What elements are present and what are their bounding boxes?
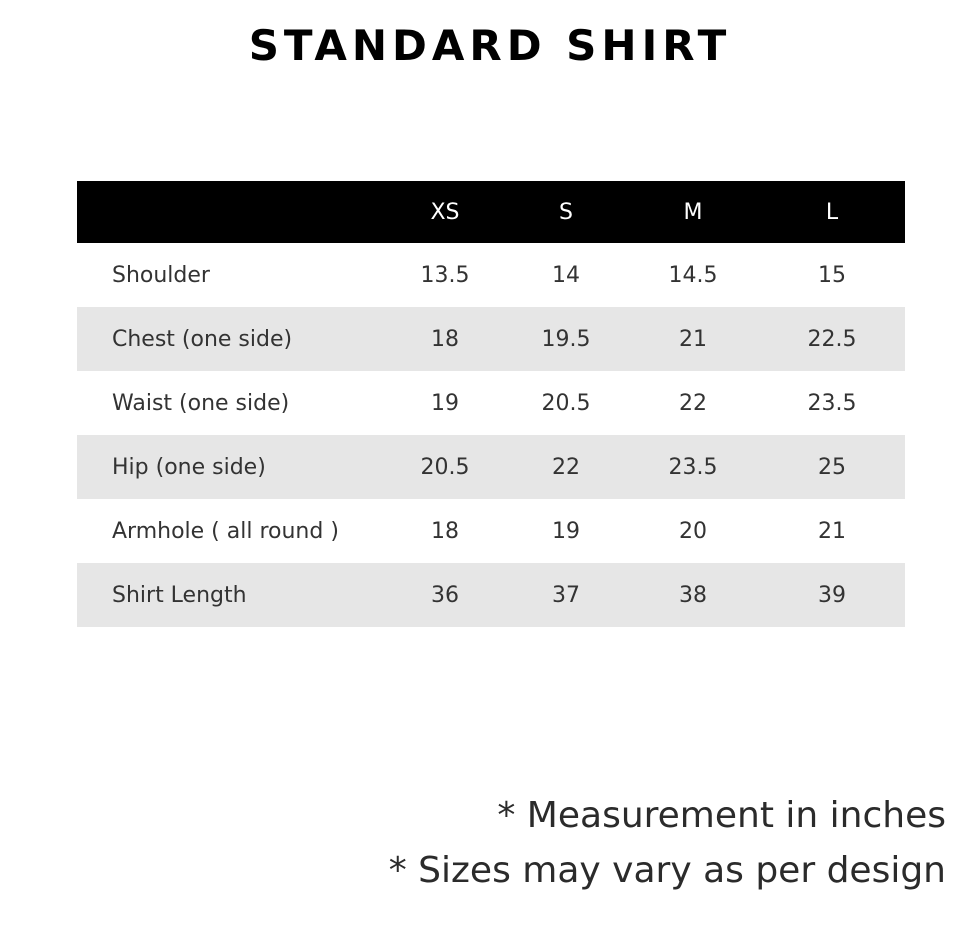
row-label: Waist (one side) xyxy=(77,371,385,435)
cell-m: 38 xyxy=(627,563,759,627)
cell-m: 23.5 xyxy=(627,435,759,499)
table-row-waist xyxy=(77,371,905,435)
cell-s: 14 xyxy=(505,243,627,307)
footnotes xyxy=(389,788,946,898)
cell-l: 15 xyxy=(759,243,905,307)
row-label: Hip (one side) xyxy=(77,435,385,499)
header-cell-s: S xyxy=(505,181,627,243)
cell-xs: 36 xyxy=(385,563,505,627)
cell-m: 14.5 xyxy=(627,243,759,307)
cell-s: 19 xyxy=(505,499,627,563)
table-row-chest xyxy=(77,307,905,371)
cell-l: 22.5 xyxy=(759,307,905,371)
cell-s: 37 xyxy=(505,563,627,627)
table-row-shoulder xyxy=(77,243,905,307)
cell-s: 19.5 xyxy=(505,307,627,371)
header-cell-blank xyxy=(77,181,385,243)
table-header-row xyxy=(77,181,905,243)
cell-l: 25 xyxy=(759,435,905,499)
cell-xs: 19 xyxy=(385,371,505,435)
cell-s: 22 xyxy=(505,435,627,499)
row-label: Chest (one side) xyxy=(77,307,385,371)
cell-xs: 13.5 xyxy=(385,243,505,307)
cell-m: 22 xyxy=(627,371,759,435)
table-row-armhole xyxy=(77,499,905,563)
row-label: Shoulder xyxy=(77,243,385,307)
table-row-shirt-length xyxy=(77,563,905,627)
page-title: STANDARD SHIRT xyxy=(248,21,732,70)
cell-xs: 18 xyxy=(385,307,505,371)
row-label: Armhole ( all round ) xyxy=(77,499,385,563)
header-cell-m: M xyxy=(627,181,759,243)
cell-xs: 20.5 xyxy=(385,435,505,499)
header-cell-l: L xyxy=(759,181,905,243)
cell-m: 21 xyxy=(627,307,759,371)
header-cell-xs: XS xyxy=(385,181,505,243)
cell-xs: 18 xyxy=(385,499,505,563)
cell-s: 20.5 xyxy=(505,371,627,435)
cell-l: 21 xyxy=(759,499,905,563)
table-row-hip xyxy=(77,435,905,499)
cell-l: 39 xyxy=(759,563,905,627)
cell-l: 23.5 xyxy=(759,371,905,435)
cell-m: 20 xyxy=(627,499,759,563)
size-chart-table xyxy=(77,181,905,627)
row-label: Shirt Length xyxy=(77,563,385,627)
footnote-units: * Measurement in inches xyxy=(497,795,946,836)
footnote-sizes: * Sizes may vary as per design xyxy=(388,850,946,891)
